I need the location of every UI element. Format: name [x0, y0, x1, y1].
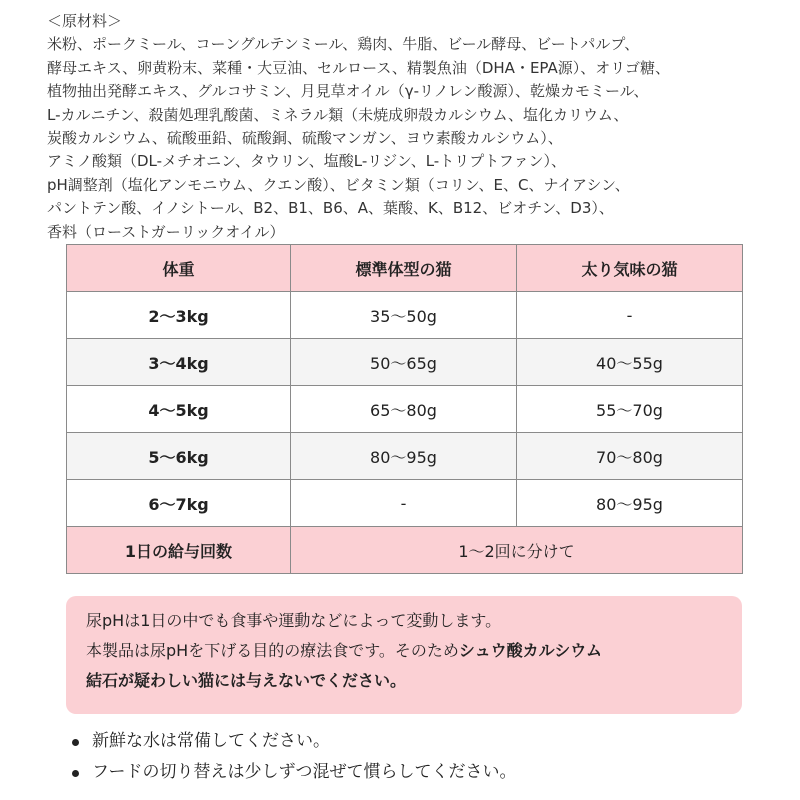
ingredients-line: パントテン酸、イノシトール、B2、B1、B6、A、葉酸、K、B12、ビオチン、D3）、 — [47, 199, 614, 218]
overweight-cell: 80～95g — [517, 480, 743, 527]
table-row — [67, 386, 743, 433]
ingredients-line: L-カルニチン、殺菌処理乳酸菌、ミネラル類（未焼成卵殻カルシウム、塩化カリウム、 — [47, 105, 629, 124]
weight-cell: 3～4kg — [67, 339, 291, 386]
weight-cell: 2～3kg — [67, 292, 291, 339]
overweight-cell: 55～70g — [517, 386, 743, 433]
frequency-row — [67, 527, 743, 574]
table-row — [67, 339, 743, 386]
ingredients-line: 炭酸カルシウム、硫酸亜鉛、硫酸銅、硫酸マンガン、ヨウ素酸カルシウム）、 — [47, 129, 563, 148]
overweight-cell: - — [517, 292, 743, 339]
weight-cell: 4～5kg — [67, 386, 291, 433]
list-item — [66, 726, 766, 757]
ingredients-heading: ＜原材料＞ — [47, 12, 123, 30]
table-row — [67, 433, 743, 480]
ingredients-line: アミノ酸類（DL-メチオニン、タウリン、塩酸L-リジン、L-トリプトファン）、 — [47, 152, 566, 171]
overweight-cell: 70～80g — [517, 433, 743, 480]
header-weight: 体重 — [67, 245, 291, 292]
weight-cell: 5～6kg — [67, 433, 291, 480]
standard-cell: 80～95g — [291, 433, 517, 480]
note-line-1: 尿pHは1日の中でも食事や運動などによって変動します。 — [86, 611, 502, 630]
overweight-cell: 40～55g — [517, 339, 743, 386]
care-bullet-list — [66, 726, 766, 788]
ingredients-line: 米粉、ポークミール、コーングルテンミール、鶏肉、牛脂、ビール酵母、ビートパルプ、 — [47, 35, 640, 54]
ingredients-block — [47, 10, 782, 244]
ingredients-line: 香料（ローストガーリックオイル） — [47, 222, 285, 241]
standard-cell: - — [291, 480, 517, 527]
frequency-value: 1～2回に分けて — [291, 527, 743, 574]
bullet-dot-icon — [72, 739, 79, 746]
note-line-3-bold: 結石が疑わしい猫には与えないでください。 — [86, 671, 407, 690]
ingredients-line: 酵母エキス、卵黄粉末、菜種・大豆油、セルロース、精製魚油（DHA・EPA源）、オリゴ糖、 — [47, 58, 670, 77]
list-item-text: 新鮮な水は常備してください。 — [92, 731, 330, 751]
header-overweight: 太り気味の猫 — [517, 245, 743, 292]
weight-cell: 6～7kg — [67, 480, 291, 527]
ingredients-line: pH調整剤（塩化アンモニウム、クエン酸）、ビタミン類（コリン、E、C、ナイアシン、 — [47, 175, 630, 194]
table-row — [67, 480, 743, 527]
feeding-table — [66, 244, 743, 574]
standard-cell: 65～80g — [291, 386, 517, 433]
bullet-dot-icon — [72, 770, 79, 777]
standard-cell: 50～65g — [291, 339, 517, 386]
list-item — [66, 757, 766, 788]
frequency-label: 1日の給与回数 — [67, 527, 291, 574]
header-standard: 標準体型の猫 — [291, 245, 517, 292]
table-row — [67, 292, 743, 339]
note-line-2-text: 本製品は尿pHを下げる目的の療法食です。そのため — [86, 641, 459, 660]
list-item-text: フードの切り替えは少しずつ混ぜて慣らしてください。 — [92, 762, 517, 782]
table-header-row — [67, 245, 743, 292]
ingredients-line: 植物抽出発酵エキス、グルコサミン、月見草オイル（γ-リノレン酸源）、乾燥カモミール、 — [47, 82, 649, 101]
standard-cell: 35～50g — [291, 292, 517, 339]
caution-note-box — [66, 596, 742, 714]
note-line-2 — [86, 636, 722, 666]
note-line-2-bold: シュウ酸カルシウム — [458, 641, 603, 660]
